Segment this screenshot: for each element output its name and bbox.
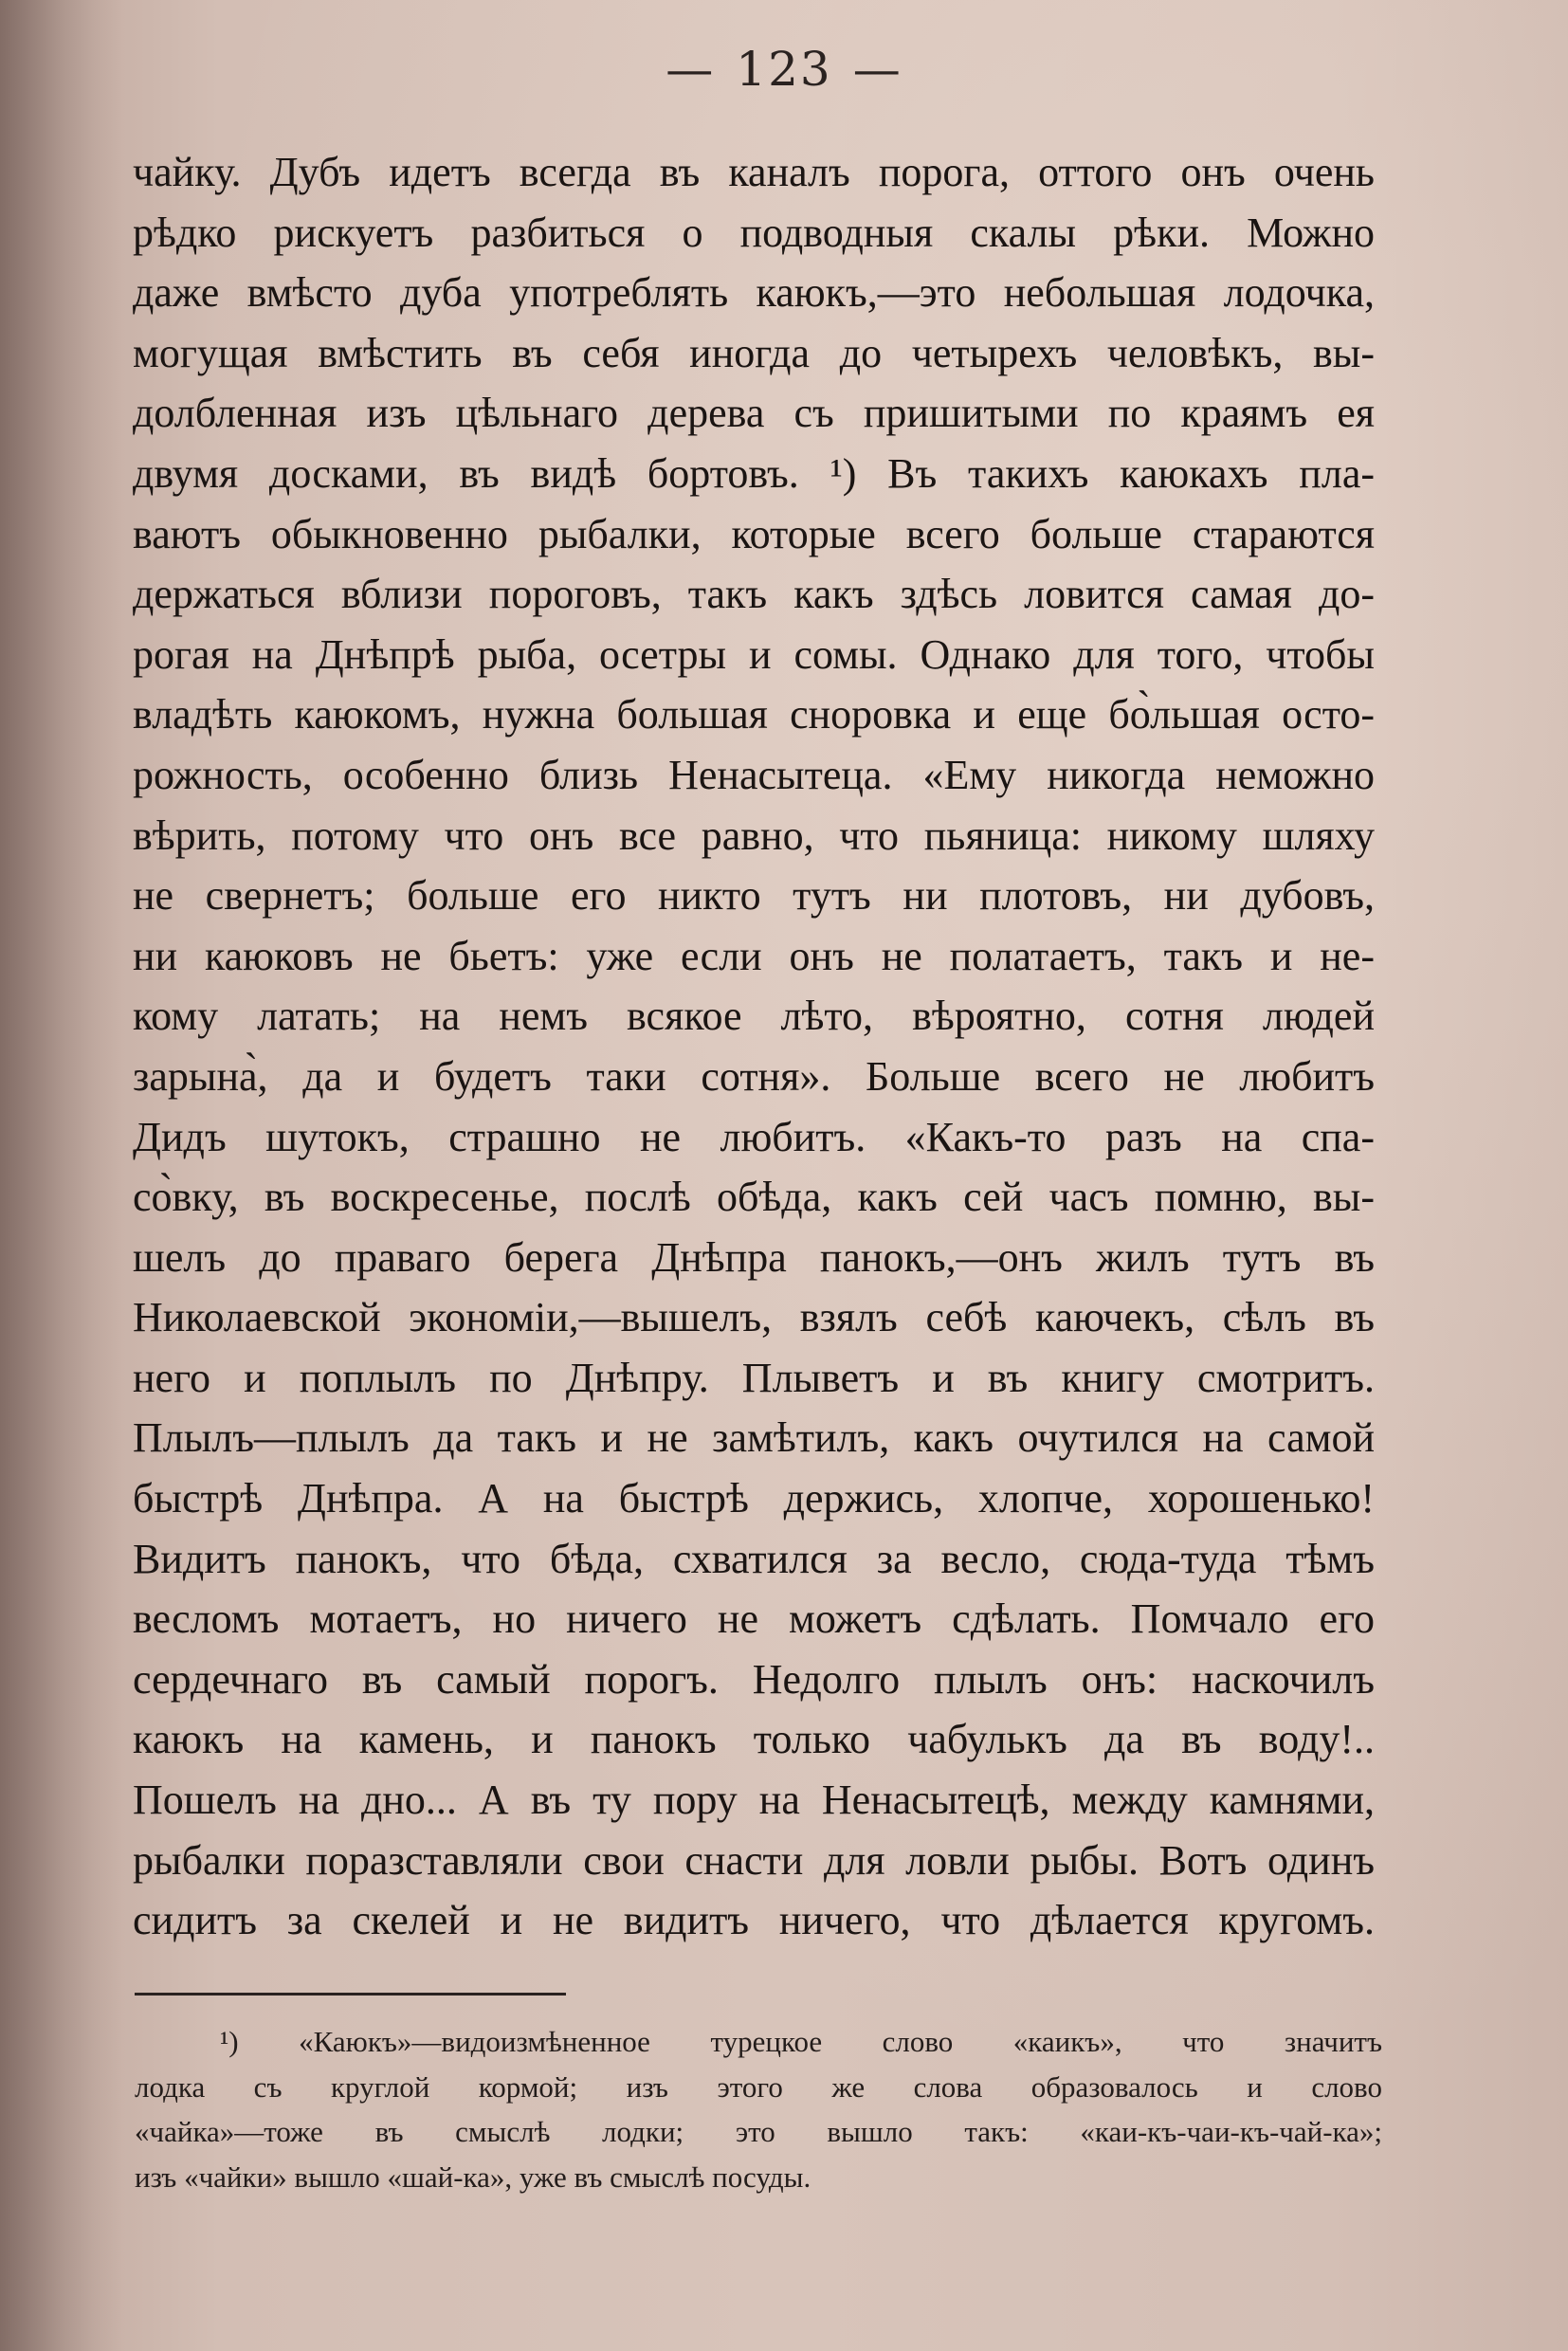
footnote-line: ¹) «Каюкъ»—видоизмѣненное турецкое слово «каикъ», что значитъ [220, 2025, 1382, 2058]
text-line: даже вмѣсто дуба употреблять каюкъ,—это небольшая лодочка, [133, 269, 1375, 317]
text-line: рыбалки поразставляли свои снасти для ловли рыбы. Вотъ одинъ [133, 1836, 1375, 1884]
footnote-divider [135, 1993, 566, 1996]
text-line: рѣдко рискуетъ разбиться о подводныя скалы рѣки. Можно [133, 209, 1375, 256]
text-line: Плылъ—плылъ да такъ и не замѣтилъ, какъ очутился на самой [133, 1414, 1375, 1462]
text-line: сердечнаго въ самый порогъ. Недолго плылъ онъ: наскочилъ [133, 1655, 1375, 1703]
page-number-header [0, 42, 1568, 97]
page-number-dash-right: — [852, 42, 903, 97]
text-line: ни каюковъ не бьетъ: уже если онъ не полатаетъ, такъ и не- [133, 932, 1375, 979]
text-line: владѣть каюкомъ, нужна большая сноровка и еще бо̀льшая осто- [133, 691, 1375, 738]
text-line: быстрѣ Днѣпра. А на быстрѣ держись, хлопче, хорошенько! [133, 1475, 1375, 1522]
text-line: рожность, особенно близь Ненасытеца. «Ему никогда неможно [133, 751, 1375, 798]
text-line: Дидъ шутокъ, страшно не любитъ. «Какъ-то разъ на спа- [133, 1113, 1375, 1160]
page-number: 123 [736, 42, 832, 97]
text-line: чайку. Дубъ идетъ всегда въ каналъ порога, оттого онъ очень [133, 149, 1375, 195]
binding-shadow [0, 0, 123, 2351]
text-line: Видитъ панокъ, что бѣда, схватился за весло, сюда-туда тѣмъ [133, 1535, 1375, 1582]
text-line: зарына̀, да и будетъ таки сотня». Больше всего не любитъ [133, 1052, 1375, 1100]
text-line: кому латать; на немъ всякое лѣто, вѣроятно, сотня людей [133, 993, 1375, 1040]
text-line: рогая на Днѣпрѣ рыба, осетры и сомы. Однако для того, чтобы [133, 630, 1375, 678]
text-line: него и поплылъ по Днѣпру. Плыветъ и въ книгу смотритъ. [133, 1354, 1375, 1401]
text-line: могущая вмѣстить въ себя иногда до четырехъ человѣкъ, вы- [133, 329, 1375, 376]
footnote [135, 2019, 1382, 2199]
text-line: вѣрить, потому что онъ все равно, что пьяница: никому шляху [133, 811, 1375, 859]
text-line: сидитъ за скелей и не видитъ ничего, что дѣлается кругомъ. [133, 1897, 1375, 1944]
text-line: со̀вку, въ воскресенье, послѣ обѣда, какъ сей часъ помню, вы- [133, 1174, 1375, 1221]
text-line: держаться вблизи пороговъ, такъ какъ здѣсь ловится самая до- [133, 571, 1375, 618]
text-line: ваютъ обыкновенно рыбалки, которые всего больше стараются [133, 510, 1375, 557]
page-number-dash-left: — [665, 42, 716, 97]
text-line: двумя досками, въ видѣ бортовъ. ¹) Въ такихъ каюкахъ пла- [133, 449, 1375, 497]
text-line: Пошелъ на дно... А въ ту пору на Ненасытецѣ, между камнями, [133, 1777, 1375, 1824]
footnote-line: лодка съ круглой кормой; изъ этого же слова образовалось и слово [135, 2069, 1382, 2104]
text-line: каюкъ на камень, и панокъ только чабулькъ да въ воду!.. [133, 1716, 1375, 1763]
text-line: Николаевской экономіи,—вышелъ, взялъ себѣ каючекъ, сѣлъ въ [133, 1294, 1375, 1341]
text-line: долбленная изъ цѣльнаго дерева съ пришитыми по краямъ ея [133, 390, 1375, 437]
text-line: весломъ мотаетъ, но ничего не можетъ сдѣлать. Помчало его [133, 1595, 1375, 1643]
footnote-line: «чайка»—тоже въ смыслѣ лодки; это вышло такъ: «каи-къ-чаи-къ-чай-ка»; [135, 2115, 1382, 2148]
text-line: шелъ до праваго берега Днѣпра панокъ,—онъ жилъ тутъ въ [133, 1233, 1375, 1281]
footnote-line: изъ «чайки» вышло «шай-ка», уже въ смыслѣ посуды. [135, 2160, 811, 2194]
text-line: не свернетъ; больше его никто тутъ ни плотовъ, ни дубовъ, [133, 872, 1375, 920]
main-text [133, 142, 1375, 1951]
